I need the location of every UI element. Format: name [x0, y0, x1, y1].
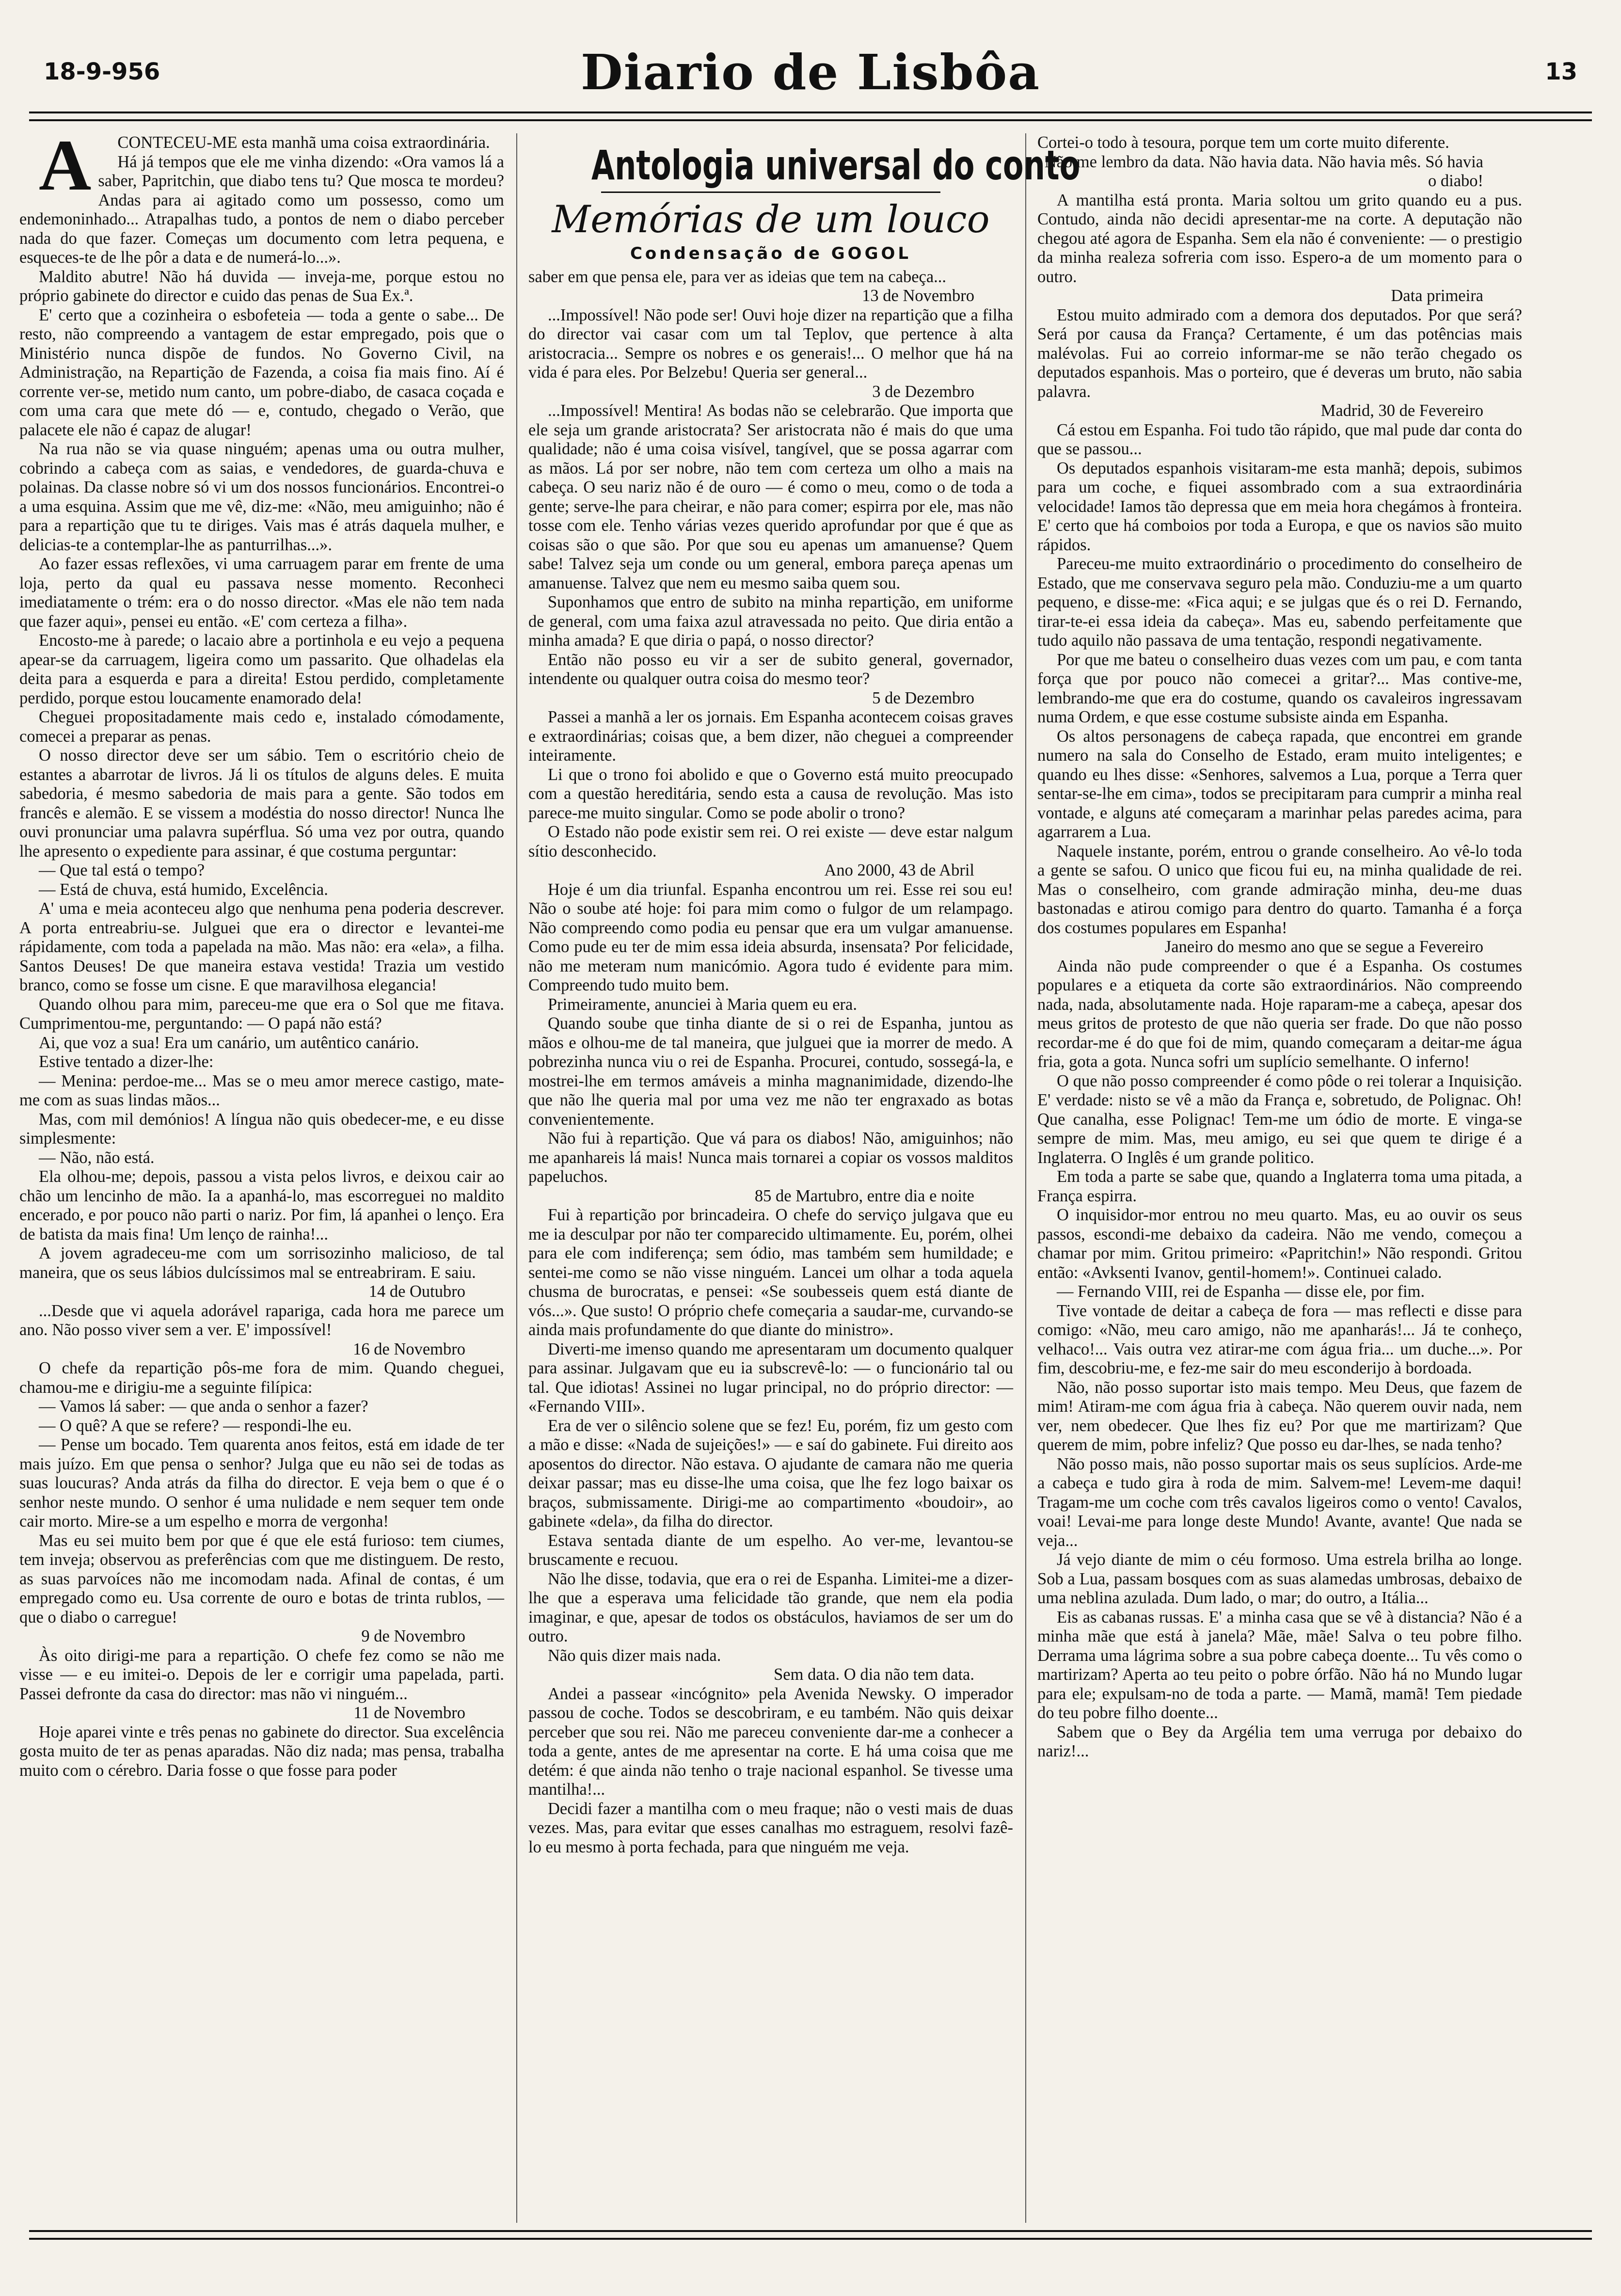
paragraph: Quando olhou para mim, pareceu-me que era o Sol que me fitava. Cumprimentou-me, perguntando: — O papá não está?	[19, 995, 504, 1033]
paragraph: — Está de chuva, está humido, Excelência.	[39, 880, 328, 899]
paragraph: Andei a passear «incógnito» pela Avenida Newsky. O imperador passou de coche. Todos se descobriram, e eu também. Não quis deixar perceber que sou rei. Não me pareceu conveniente dar-me a conhecer a toda a gente, antes de me apresentar na corte. E há uma coisa que me detém: é que ainda não tenho o traje nacional espanhol. Se tivesse uma mantilha!...	[528, 1684, 1013, 1799]
story-title: Memórias de um louco	[552, 198, 990, 241]
paragraph: Suponhamos que entro de subito na minha repartição, em uniforme de general, com uma faixa azul atravessada no peito. Que diria então a minha amada? E que diria o papá, o nosso director?	[528, 593, 1013, 650]
diary-date: 5 de Dezembro	[872, 688, 974, 707]
paragraph: — Fernando VIII, rei de Espanha — disse ele, por fim.	[1057, 1282, 1425, 1301]
text-column-1	[19, 125, 504, 2218]
paragraph: Então não posso eu vir a ser de subito general, governador, intendente ou qualquer outra coisa do mesmo teor?	[528, 650, 1013, 688]
text-column-2	[528, 133, 1081, 2218]
paragraph: O Estado não pode existir sem rei. O rei existe — deve estar nalgum sítio desconhecido.	[528, 823, 1013, 861]
paragraph: Ainda não pude compreender o que é a Espanha. Os costumes populares e a etiqueta da corte são extraordinários. Não compreendo nada, nada, absolutamente nada. Hoje raparam-me a cabeça, apesar dos meus gritos de protesto de que não queria ser frade. Do que não posso recordar-me é do que foi de mim, quando começaram a deitar-me água fria, gota a gota. Nunca sofri um suplício semelhante. O inferno!	[1037, 957, 1522, 1071]
paragraph: saber em que pensa ele, para ver as ideias que tem na cabeça...	[528, 267, 947, 286]
paragraph: O que não posso compreender é como pôde o rei tolerar a Inquisição. E' verdade: nisto se vê a mão da França e, sobretudo, de Polignac. Oh! Que canalha, esse Polignac! Tem-me um ódio de morte. E vinga-se sempre de mim. Mas, meu amigo, eu sei que quem te dirige é a Inglaterra. O Inglês é um grande politico.	[1037, 1071, 1522, 1167]
column-divider	[516, 133, 517, 2223]
paragraph: Na rua não se via quase ninguém; apenas uma ou outra mulher, cobrindo a cabeça com as saias, e vendedores, de guarda-chuva e polainas. Da classe nobre só vi um dos nossos funcionários. Encontrei-o a uma esquina. Assim que me vê, diz-me: «Não, meu amiguinho; não é para a repartição que tu te diriges. Vais mas é atrás daquela mulher, e delicias-te a contemplar-lhe as panturrilhas...».	[19, 440, 504, 554]
paragraph: Cá estou em Espanha. Foi tudo tão rápido, que mal pude dar conta do que se passou...	[1037, 420, 1522, 458]
paragraph: Já vejo diante de mim o céu formoso. Uma estrela brilha ao longe. Sob a Lua, passam bosques com as suas alamedas umbrosas, debaixo de uma neblina azulada. Dum lado, o mar; do outro, a Itália...	[1037, 1550, 1522, 1607]
paragraph: Primeiramente, anunciei à Maria quem eu era.	[548, 995, 857, 1014]
paragraph: Hoje é um dia triunfal. Espanha encontrou um rei. Esse rei sou eu! Não o soube até hoje: foi para mim como o fulgor de um relampago. Não compreendo como podia eu pensar que era um vulgar amanuense. Como pude eu ter de mim essa ideia absurda, insensata? Por felicidade, não me meteram num manicómio. Agora tudo é evidente para mim. Compreendo tudo muito bem.	[528, 880, 1013, 994]
paragraph: Sabem que o Bey da Argélia tem uma verruga por debaixo do nariz!...	[1037, 1722, 1522, 1760]
paragraph: — Menina: perdoe-me... Mas se o meu amor merece castigo, mate-me com as suas lindas mãos...	[19, 1071, 504, 1109]
diary-date: 3 de Dezembro	[872, 382, 974, 401]
paragraph: Decidi fazer a mantilha com o meu fraque; não o vesti mais de duas vezes. Mas, para evitar que esses canalhas mo estraguem, resolvi fazê-lo eu mesmo à porta fechada, para que ninguém me veja.	[528, 1799, 1013, 1856]
paragraph: E' certo que a cozinheira o esbofeteia — toda a gente o sabe... De resto, não compreendo a vantagem de estar empregado, pois que o Ministério nunca dispõe de fundos. No Governo Civil, na Administração, na Repartição de Fazenda, a coisa fia mais fino. Aí é corrente ver-se, metido num canto, um pobre-diabo, de casaca coçada e com uma cara que mete dó — e, contudo, chegado o Verão, que palacete ele não é capaz de alugar!	[19, 305, 504, 439]
page-number: 13	[1545, 58, 1577, 85]
paragraph: A jovem agradeceu-me com um sorrisozinho malicioso, de tal maneira, que os seus lábios dulcíssimos mal se entreabriram. E saiu.	[19, 1244, 504, 1282]
paragraph: Não lhe disse, todavia, que era o rei de Espanha. Limitei-me a dizer-lhe que a esperava uma felicidade tão grande, que nem ela podia imaginar, e que, apesar de todos os obstáculos, haviamos de ser um do outro.	[528, 1569, 1013, 1645]
series-headline: Antologia universal do conto	[591, 142, 1081, 189]
diary-date: Sem data. O dia não tem data.	[774, 1665, 974, 1684]
masthead-title: Diario de Lisbôa	[580, 44, 1041, 101]
diary-date: 13 de Novembro	[862, 287, 974, 305]
paragraph: Estive tentado a dizer-lhe:	[39, 1052, 214, 1071]
diary-date: Data primeira	[1391, 287, 1483, 305]
paragraph: Ela olhou-me; depois, passou a vista pelos livros, e deixou cair ao chão um lencinho de mão. Ia a apanhá-lo, mas escorreguei no maldito encerado, e por pouco não parti o nariz. Por fim, lá apanhei o lenço. Era de batista da mais fina! Um lenço de rainha!...	[19, 1167, 504, 1244]
diary-date: 85 de Martubro, entre dia e noite	[754, 1186, 974, 1205]
paragraph: Os altos personagens de cabeça rapada, que encontrei em grande numero na sala do Conselho de Estado, eram muito inteligentes; e quando eu lhes disse: «Senhores, salvemos a Lua, porque a Terra quer sentar-se-lhe em cima», todos se precipitaram para cumprir a minha real vontade, e alguns até começaram a marinhar pelas paredes acima, para agarrarem a Lua.	[1037, 727, 1522, 841]
diary-date: 11 de Novembro	[353, 1704, 465, 1722]
paragraph: A' uma e meia aconteceu algo que nenhuma pena poderia descrever. A porta entreabriu-se. Julguei que era o director e levantei-me rápidamente, com toda a papelada na mão. Mas não: era «ela», a filha. Santos Deuses! De que maneira estava vestida! Trazia um vestido branco, como se fosse um cisne. E que maravilhosa elegancia!	[19, 899, 504, 994]
paragraph: — Que tal está o tempo?	[39, 861, 205, 879]
paragraph: — Não, não está.	[39, 1148, 155, 1167]
paragraph: Naquele instante, porém, entrou o grande conselheiro. Ao vê-lo toda a gente se safou. O unico que ficou fui eu, na minha qualidade de rei. Mas o conselheiro, com grande admiração minha, deu-me duas bastonadas e atirou comigo para dentro do quarto. Tamanha é a força dos costumes populares em Espanha!	[1037, 842, 1522, 937]
top-rule	[29, 112, 1592, 113]
paragraph: Ao fazer essas reflexões, vi uma carruagem parar em frente de uma loja, perto da qual eu passava nesse momento. Reconheci imediatamente o trém: era o do nosso director. «Mas ele não tem nada que fazer aqui», pensei eu então. «E' com certeza a filha».	[19, 555, 504, 631]
paragraph: — Pense um bocado. Tem quarenta anos feitos, está em idade de ter mais juízo. Em que pensa o senhor? Julga que eu não sei de todas as suas loucuras? Anda atrás da filha do director. E veja bem o que é o senhor neste mundo. O senhor é uma nulidade e nem sequer tem onde cair morto. Mire-se a um espelho e morra de vergonha!	[19, 1435, 504, 1531]
paragraph: Não, não posso suportar isto mais tempo. Meu Deus, que fazem de mim! Atiram-me com água fria à cabeça. Não querem ouvir nada, nem ver, nem obedecer. Que lhes fiz eu? Por que me martirizam? Que querem de mim, pobre infeliz? Que posso eu dar-lhes, se nada tenho?	[1037, 1378, 1522, 1454]
paragraph: Mas, com mil demónios! A língua não quis obedecer-me, e eu disse simplesmente:	[19, 1110, 504, 1148]
paragraph: — O quê? A que se refere? — respondi-lhe eu.	[39, 1416, 352, 1435]
paragraph: Passei a manhã a ler os jornais. Em Espanha acontecem coisas graves e extraordinárias; coisas que, a bem dizer, não cheguei a compreender inteiramente.	[528, 708, 1013, 765]
paragraph: O nosso director deve ser um sábio. Tem o escritório cheio de estantes a abarrotar de livros. Já li os títulos de alguns deles. E muita sabedoria, é mesmo sabedoria de mais para a gente. São todos em francês e alemão. E se vissem a modéstia do nosso director! Nunca lhe ouvi pronunciar uma palavra supérflua. Só uma vez por outra, quando lhe apresento o expediente para assinar, é que costuma perguntar:	[19, 746, 504, 861]
paragraph: — Vamos lá saber: — que anda o senhor a fazer?	[39, 1397, 368, 1416]
paragraph: Cortei-o todo à tesoura, porque tem um corte muito diferente.	[1037, 133, 1449, 152]
column-divider	[1025, 133, 1026, 2223]
top-rule-double	[29, 119, 1592, 121]
paragraph: Os deputados espanhois visitaram-me esta manhã; depois, subimos para um coche, e fiquei assombrado com a sua extraordinária velocidade! Iamos tão depressa que em meia hora chegámos à fronteira. E' certo que há comboios por toda a Europa, e que os navios são muito rápidos.	[1037, 459, 1522, 554]
paragraph: Li que o trono foi abolido e que o Governo está muito preocupado com a questão hereditária, sendo esta a causa de revolução. Mas isto parece-me muito singular. Como se pode abolir o trono?	[528, 765, 1013, 822]
paragraph: Hoje aparei vinte e três penas no gabinete do director. Sua excelência gosta muito de ter as penas aparadas. Não diz nada; mas pensa, trabalha muito com o cérebro. Daria fosse o que fosse para poder	[19, 1722, 504, 1780]
paragraph: Não posso mais, não posso suportar mais os seus suplícios. Arde-me a cabeça e tudo gira à roda de mim. Salvem-me! Levem-me daqui! Tragam-me um coche com três cavalos ligeiros como o vento! Cavalos, voai! Levai-me para longe deste Mundo! Avante, avante! Que nada se veja...	[1037, 1454, 1522, 1550]
paragraph: Não quis dizer mais nada.	[548, 1646, 721, 1665]
paragraph: Era de ver o silêncio solene que se fez! Eu, porém, fiz um gesto com a mão e disse: «Nada de sujeições!» — e saí do gabinete. Fui direito aos aposentos do director. Não estava. O ajudante de camara não me queria deixar passar; mas eu disse-lhe uma coisa, que lhe fez logo baixar os braços, submissamente. Dirigi-me ao compartimento «boudoir», ao gabinete «dela», da filha do director.	[528, 1416, 1013, 1531]
paragraph: ACONTECEU-ME esta manhã uma coisa extraordinária.	[39, 125, 490, 206]
paragraph: Por que me bateu o conselheiro duas vezes com um pau, e com tanta força que por pouco não comecei a gritar?... Mas contive-me, lembrando-me que era do costume, quando os cavaleiros ingressavam numa Ordem, e que esse costume subsiste ainda em Espanha.	[1037, 650, 1522, 726]
diary-date: Madrid, 30 de Fevereiro	[1320, 401, 1483, 420]
paragraph: Tive vontade de deitar a cabeça de fora — mas reflecti e disse para comigo: «Não, meu caro amigo, não me apanharás!... Já te conheço, velhaco!... Vais outra vez atirar-me com água fria... um duche...». Por fim, descobriu-me, e fez-me sair do meu esconderijo à bordoada.	[1037, 1301, 1522, 1377]
paragraph: Estou muito admirado com a demora dos deputados. Por que será? Será por causa da França? Certamente, é um das potências mais malévolas. Fui ao correio informar-me se não terão chegado os deputados espanhois. Mas o porteiro, que é deveras um bruto, não sabia palavra.	[1037, 305, 1522, 401]
diary-date: Janeiro do mesmo ano que se segue a Fevereiro	[1164, 938, 1483, 956]
paragraph: Às oito dirigi-me para a repartição. O chefe fez como se não me visse — e eu imitei-o. Depois de ler e corrigir uma papelada, parti. Passei defronte da casa do director: mas não vi ninguém...	[19, 1646, 504, 1703]
text-column-3	[1037, 133, 1522, 2218]
headline-rule	[601, 191, 940, 193]
diary-date: 14 de Outubro	[368, 1282, 465, 1301]
paragraph: Há já tempos que ele me vinha dizendo: «Ora vamos lá a saber, Papritchin, que diabo tens tu? Que mosca te mordeu? Andas para ai agitado como um possesso, como um endemoninhado... Atrapalhas tudo, a pontos de nem o diabo perceber nada do que fazer. Começas um documento com letra pequena, e esqueces-te de lhe pôr a data e de numerá-lo...».	[19, 152, 504, 267]
paragraph: Encosto-me à parede; o lacaio abre a portinhola e eu vejo a pequena apear-se da carruagem, ligeira como um passarito. Que olhadelas ela deita para a esquerda e para a direita! Estou perdido, completamente perdido, porque estou loucamente enamorado dela!	[19, 631, 504, 707]
paragraph: ...Impossível! Não pode ser! Ouvi hoje dizer na repartição que a filha do director vai casar com um tal Teplov, que pertence à alta aristocracia... Sempre os nobres e os generais!... O melhor que há na vida é para eles. Por Belzebu! Queria ser general...	[528, 305, 1013, 382]
paragraph: Maldito abutre! Não há duvida — inveja-me, porque estou no próprio gabinete do director e cuido das penas de Sua Ex.ª.	[19, 267, 504, 305]
paragraph: Cheguei propositadamente mais cedo e, instalado cómodamente, comecei a preparar as penas.	[19, 708, 504, 746]
paragraph: Ai, que voz a sua! Era um canário, um autêntico canário.	[39, 1033, 419, 1052]
paragraph: Fui à repartição por brincadeira. O chefe do serviço julgava que eu me ia desculpar por não ter comparecido ultimamente. Eu, porém, olhei para ele com indiferença; sem ódio, mas também sem humildade; e sentei-me como se não visse ninguém. Lancei um olhar a toda aquela chusma de burocratas, e pensei: «Se soubesseis quem está diante de vós...». Que susto! O próprio chefe começaria a saudar-me, curvando-se ainda mais profundamente do que diante do ministro».	[528, 1206, 1013, 1339]
paragraph: Mas eu sei muito bem por que é que ele está furioso: tem ciumes, tem inveja; observou as preferências com que me distinguem. De resto, as suas parvoíces não me incomodam nada. Afinal de contas, é um empregado como eu. Usa corrente de ouro e botas de trinta rublos, — que o diabo o carregue!	[19, 1531, 504, 1626]
paragraph: Em toda a parte se sabe que, quando a Inglaterra toma uma pitada, a França espirra.	[1037, 1167, 1522, 1205]
paragraph: Pareceu-me muito extraordinário o procedimento do conselheiro de Estado, que me conservava seguro pela mão. Conduziu-me a um quarto pequeno, e disse-me: «Fica aqui; e se julgas que és o rei D. Fernando, tirar-te-ei essa ideia da cabeça». Mas eu, sabendo perfeitamente que tudo aquilo não passava de uma tentação, respondi negativamente.	[1037, 555, 1522, 650]
paragraph: ...Impossível! Mentira! As bodas não se celebrarão. Que importa que ele seja um grande aristocrata? Ser aristocrata não é mais do que uma qualidade; não é uma coisa visível, tangível, que se possa agarrar com as mãos. Lá por ser nobre, não tem com certeza um olho a mais na cabeça. O seu nariz não é de ouro — é como o meu, como o de toda a gente; serve-lhe para cheirar, e não para comer; espirra por ele, mas não tosse com ele. Tenho várias vezes querido aprofundar por que é que as coisas são o que são. Por que sou eu apenas um amanuense? Quem sabe! Talvez seja um conde ou um general, embora pareça apenas um amanuense. Talvez que nem eu mesmo saiba quem sou.	[528, 401, 1013, 592]
paragraph: Eis as cabanas russas. E' a minha casa que se vê à distancia? Não é a minha mãe que está à janela? Mãe, mãe! Salva o teu pobre filho. Derrama uma lágrima sobre a sua pobre cabeça doente... Tu vês como o martirizam? Aperta ao teu peito o pobre órfão. Não há no Mundo lugar para ele; expulsam-no de toda a parte. — Mamã, mamã! Tem piedade do teu pobre filho doente...	[1037, 1608, 1522, 1722]
paragraph: Quando soube que tinha diante de si o rei de Espanha, juntou as mãos e olhou-me de tal maneira, que julguei que ia morrer de medo. A pobrezinha nunca viu o rei de Espanha. Procurei, contudo, sossegá-la, e mostrei-lhe em termos amáveis a minha magnanimidade, dizendo-lhe que não lhe queria mal por uma vez me não ter engraxado as botas convenientemente.	[528, 1014, 1013, 1129]
diary-date: Ano 2000, 43 de Abril	[824, 861, 974, 879]
diary-date: Não me lembro da data. Não havia data. Não havia mês. Só havia o diabo!	[1044, 152, 1483, 190]
bottom-rule-double	[29, 2238, 1592, 2240]
diary-date: 16 de Novembro	[353, 1339, 465, 1358]
diary-date: 9 de Novembro	[361, 1627, 465, 1645]
paragraph: O chefe da repartição pôs-me fora de mim. Quando cheguei, chamou-me e dirigiu-me a seguinte filípica:	[19, 1359, 504, 1397]
story-byline: Condensação de GOGOL	[630, 244, 912, 263]
bottom-rule	[29, 2230, 1592, 2232]
paragraph: Estava sentada diante de um espelho. Ao ver-me, levantou-se bruscamente e recuou.	[528, 1531, 1013, 1569]
paragraph: Diverti-me imenso quando me apresentaram um documento qualquer para assinar. Julgavam que eu ia subscrevê-lo: — o funcionário tal ou tal. Que idiotas! Assinei no lugar principal, no do próprio director: — «Fernando VIII».	[528, 1339, 1013, 1416]
paragraph: A mantilha está pronta. Maria soltou um grito quando eu a pus. Contudo, ainda não decidi apresentar-me na corte. A deputação não chegou até agora de Espanha. Sem ela não é conveniente: — o prestigio da minha realeza sofreria com isso. Espero-a de um momento para o outro.	[1037, 191, 1522, 286]
paragraph: Não fui à repartição. Que vá para os diabos! Não, amiguinhos; não me apanhareis lá mais! Nunca mais tornarei a copiar os vossos malditos papeluchos.	[528, 1129, 1013, 1186]
paragraph: O inquisidor-mor entrou no meu quarto. Mas, eu ao ouvir os seus passos, escondi-me debaixo da cadeira. Não me vendo, começou a chamar por mim. Gritou primeiro: «Papritchin!» Não respondi. Gritou então: «Avksenti Ivanov, gentil-homem!». Continuei calado.	[1037, 1206, 1522, 1282]
issue-date: 18-9-956	[44, 58, 160, 85]
paragraph: ...Desde que vi aquela adorável rapariga, cada hora me parece um ano. Não posso viver sem a ver. E' impossível!	[19, 1301, 504, 1339]
